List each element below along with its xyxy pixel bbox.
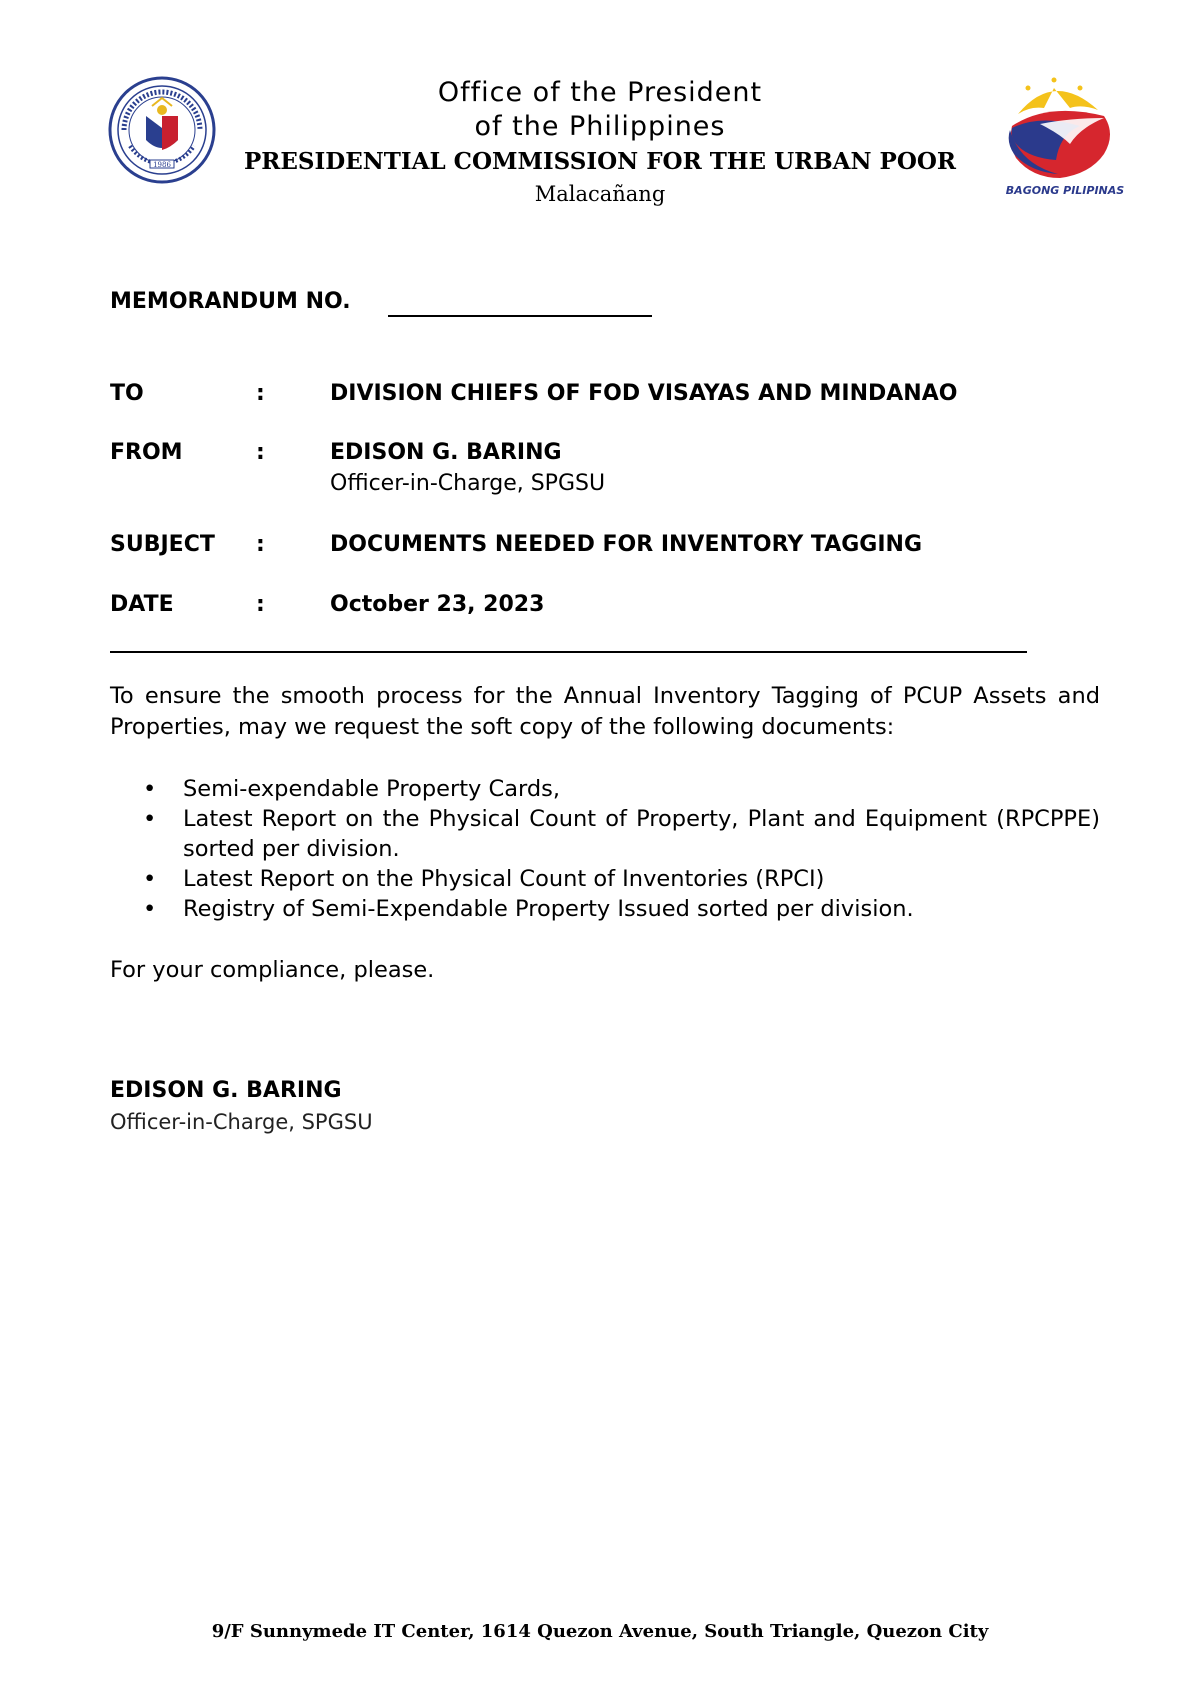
from-title: Officer-in-Charge, SPGSU bbox=[330, 471, 606, 496]
list-item-text: Latest Report on the Physical Count of Property, Plant and Equipment (RPCPPE) sorted per division. bbox=[183, 806, 1100, 862]
commission-name: PRESIDENTIAL COMMISSION FOR THE URBAN POOR bbox=[243, 148, 957, 175]
to-value: DIVISION CHIEFS OF FOD VISAYAS AND MINDANAO bbox=[330, 381, 958, 406]
date-colon: : bbox=[256, 592, 265, 617]
bullet-icon: • bbox=[143, 866, 157, 892]
list-item-text: Latest Report on the Physical Count of Inventories (RPCI) bbox=[183, 866, 825, 892]
office-title-line1: Office of the President bbox=[437, 77, 763, 108]
memorandum-number-label: MEMORANDUM NO. bbox=[110, 289, 351, 314]
subject-value: DOCUMENTS NEEDED FOR INVENTORY TAGGING bbox=[330, 532, 923, 557]
bullet-icon: • bbox=[143, 776, 157, 802]
to-colon: : bbox=[256, 381, 265, 406]
memorandum-number-blank bbox=[388, 315, 652, 317]
intro-paragraph: To ensure the smooth process for the Annual Inventory Tagging of PCUP Assets and Properties, may we request the soft copy of the following documents: bbox=[110, 683, 1100, 740]
closing-line: For your compliance, please. bbox=[110, 957, 435, 983]
from-colon: : bbox=[256, 440, 265, 465]
svg-text:BAGONG PILIPINAS: BAGONG PILIPINAS bbox=[1005, 184, 1125, 197]
office-title-line2: of the Philippines bbox=[474, 111, 726, 142]
list-item bbox=[110, 894, 1100, 924]
list-item-text: Registry of Semi-Expendable Property Issued sorted per division. bbox=[183, 896, 914, 922]
svg-text:1986: 1986 bbox=[153, 161, 171, 169]
list-item bbox=[110, 774, 1100, 804]
from-value: EDISON G. BARING bbox=[330, 440, 562, 465]
header-divider bbox=[110, 651, 1027, 653]
subject-label: SUBJECT bbox=[110, 532, 215, 557]
signatory-name: EDISON G. BARING bbox=[110, 1078, 342, 1103]
list-item bbox=[110, 804, 1100, 864]
date-label: DATE bbox=[110, 592, 174, 617]
to-label: TO bbox=[110, 381, 144, 406]
bullet-icon: • bbox=[143, 896, 157, 922]
document-list bbox=[110, 774, 1100, 924]
footer-address: 9/F Sunnymede IT Center, 1614 Quezon Avenue, South Triangle, Quezon City bbox=[211, 1621, 989, 1642]
date-value: October 23, 2023 bbox=[330, 592, 545, 617]
bagong-pilipinas-logo-icon bbox=[1000, 74, 1130, 198]
bullet-icon: • bbox=[143, 806, 157, 832]
subject-colon: : bbox=[256, 532, 265, 557]
from-label: FROM bbox=[110, 440, 183, 465]
location-name: Malacañang bbox=[534, 182, 666, 206]
list-item bbox=[110, 864, 1100, 894]
list-item-text: Semi-expendable Property Cards, bbox=[183, 776, 561, 802]
signatory-title: Officer-in-Charge, SPGSU bbox=[110, 1110, 373, 1134]
